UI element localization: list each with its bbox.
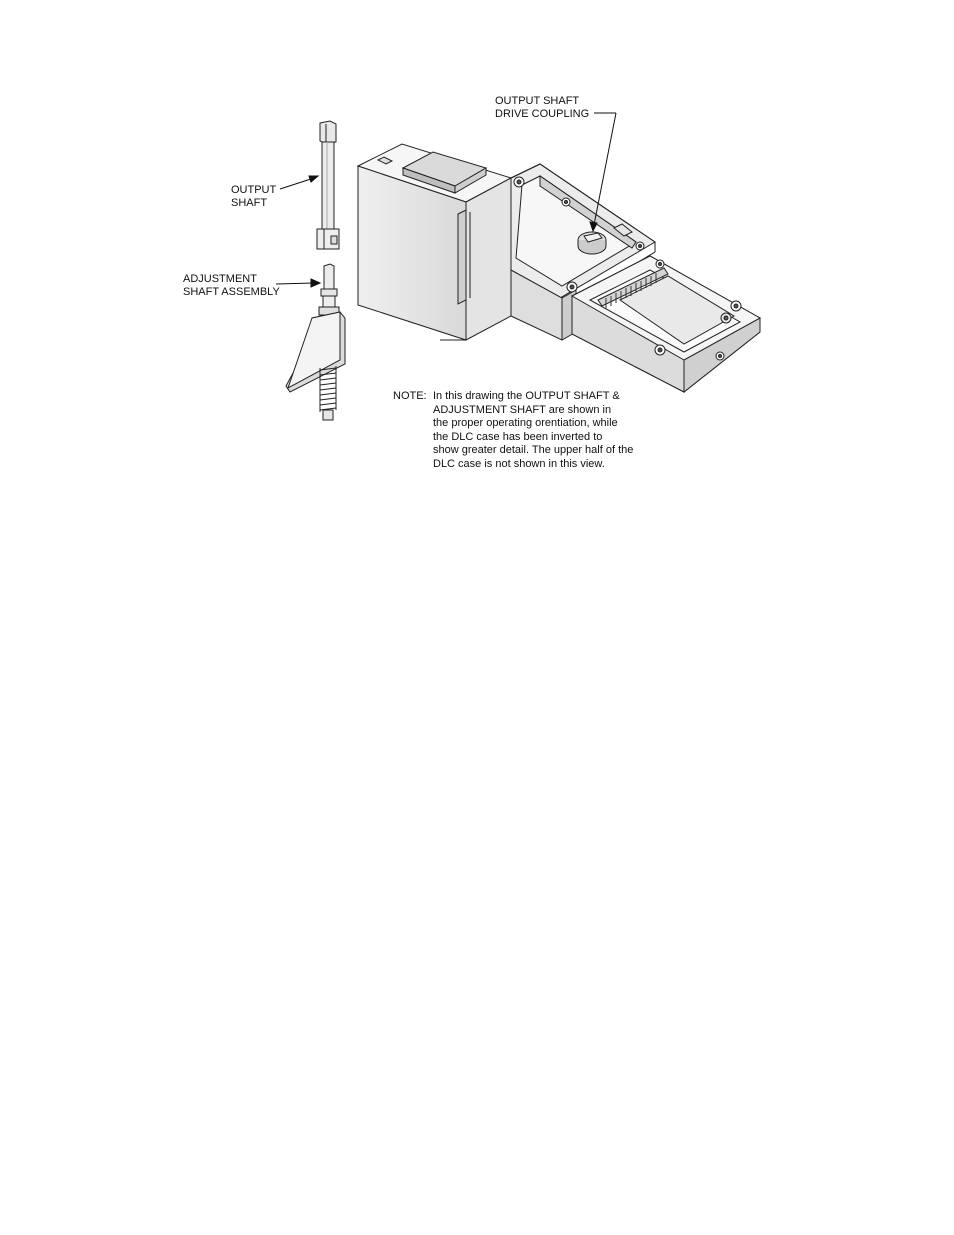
drive-coupling-label-line2: DRIVE COUPLING (495, 108, 590, 120)
note-line: show greater detail. The upper half of the (433, 444, 634, 456)
drive-coupling-label (495, 95, 589, 121)
output-shaft-label-line1: OUTPUT (231, 184, 277, 196)
drive-coupling-label-line1: OUTPUT SHAFT (495, 95, 580, 107)
output-shaft (317, 121, 339, 249)
dlc-case (358, 144, 760, 392)
adjustment-shaft-label-line1: ADJUSTMENT (183, 273, 257, 285)
note-line: DLC case is not shown in this view. (433, 457, 605, 470)
adjustment-shaft-label (183, 273, 280, 299)
output-shaft-label (231, 184, 276, 210)
note-line: the DLC case has been inverted to (433, 430, 603, 443)
note-heading: NOTE: (393, 390, 427, 402)
output-shaft-label-line2: SHAFT (231, 197, 268, 209)
note-line: ADJUSTMENT SHAFT are shown in (433, 403, 612, 416)
note-line: the proper operating orentiation, while (433, 417, 618, 429)
adjustment-shaft-assembly (286, 264, 345, 420)
note-text (433, 390, 633, 471)
adjustment-shaft-label-line2: SHAFT ASSEMBLY (183, 286, 280, 298)
note-line: In this drawing the OUTPUT SHAFT & (433, 390, 620, 402)
